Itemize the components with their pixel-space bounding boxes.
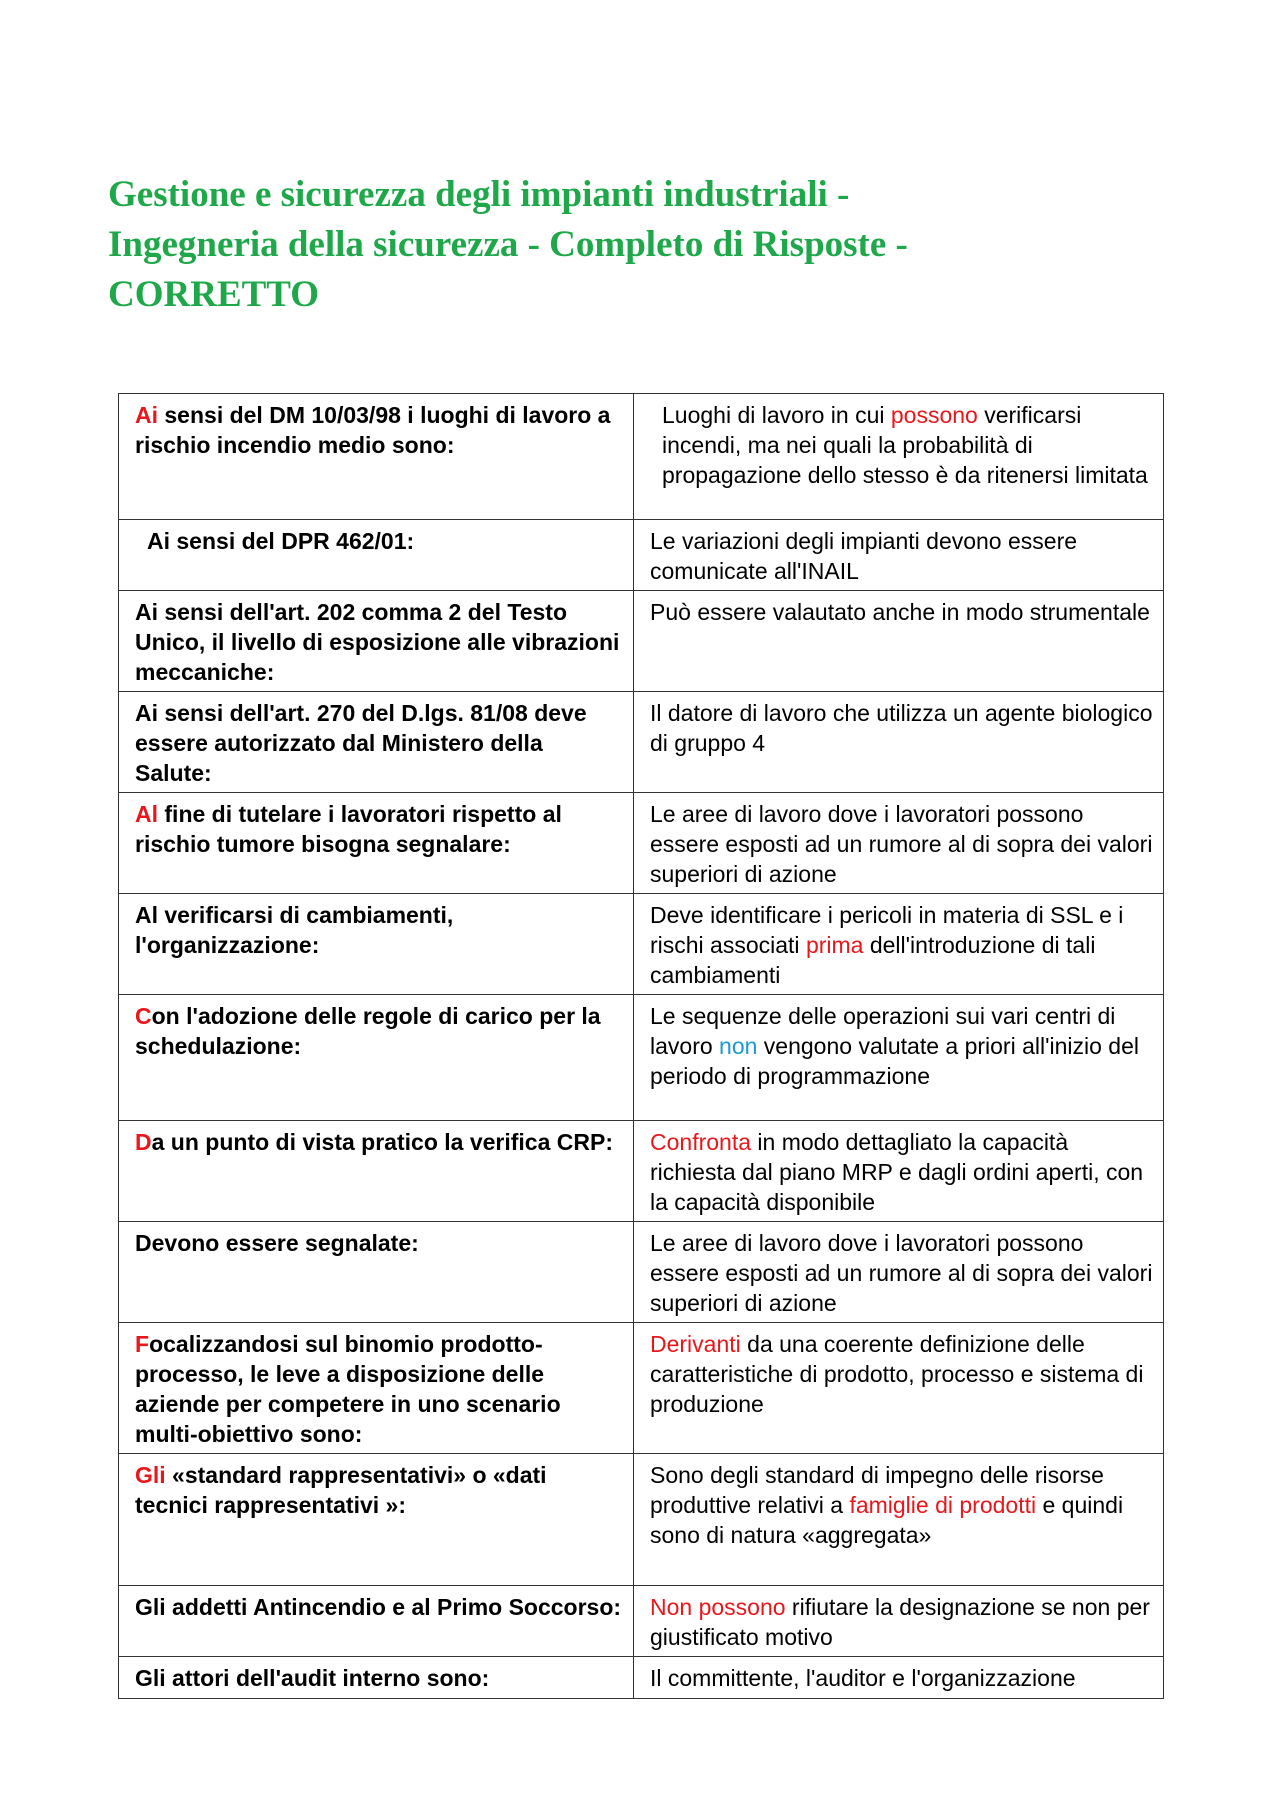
question-cell: Focalizzandosi sul binomio prodotto-processo, le leve a disposizione delle aziende per competere in uno scenario multi-obiettivo sono: — [119, 1323, 634, 1454]
title-line-3: CORRETTO — [108, 274, 320, 315]
table-row — [119, 520, 1164, 591]
table-row — [119, 591, 1164, 692]
question-cell: Ai sensi del DM 10/03/98 i luoghi di lavoro a rischio incendio medio sono: — [119, 394, 634, 520]
question-cell: Gli «standard rappresentativi» o «dati tecnici rappresentativi »: — [119, 1454, 634, 1586]
title-line-1: Gestione e sicurezza degli impianti industriali - — [108, 174, 850, 215]
answer-cell: Le aree di lavoro dove i lavoratori possono essere esposti ad un rumore al di sopra dei valori superiori di azione — [634, 1222, 1164, 1323]
question-cell: Ai sensi dell'art. 270 del D.lgs. 81/08 deve essere autorizzato dal Ministero della Salute: — [119, 692, 634, 793]
answer-cell: Può essere valautato anche in modo strumentale — [634, 591, 1164, 692]
table-row — [119, 1323, 1164, 1454]
table-row — [119, 793, 1164, 894]
table-row — [119, 1454, 1164, 1586]
table-row — [119, 394, 1164, 520]
table-row — [119, 1657, 1164, 1699]
answer-cell: Le aree di lavoro dove i lavoratori possono essere esposti ad un rumore al di sopra dei valori superiori di azione — [634, 793, 1164, 894]
table-row — [119, 1222, 1164, 1323]
question-cell: Al verificarsi di cambiamenti, l'organizzazione: — [119, 894, 634, 995]
question-cell: Da un punto di vista pratico la verifica CRP: — [119, 1121, 634, 1222]
question-cell: Ai sensi del DPR 462/01: — [119, 520, 634, 591]
question-cell: Ai sensi dell'art. 202 comma 2 del Testo Unico, il livello di esposizione alle vibrazioni meccaniche: — [119, 591, 634, 692]
answer-cell: Il committente, l'auditor e l'organizzazione — [634, 1657, 1164, 1699]
answer-cell: Deve identificare i pericoli in materia di SSL e i rischi associati prima dell'introduzione di tali cambiamenti — [634, 894, 1164, 995]
question-cell: Gli attori dell'audit interno sono: — [119, 1657, 634, 1699]
answer-cell: Luoghi di lavoro in cui possono verificarsi incendi, ma nei quali la probabilità di propagazione dello stesso è da ritenersi limitata — [634, 394, 1164, 520]
question-cell: Al fine di tutelare i lavoratori rispetto al rischio tumore bisogna segnalare: — [119, 793, 634, 894]
table-row — [119, 692, 1164, 793]
table-row — [119, 1586, 1164, 1657]
answer-cell: Non possono rifiutare la designazione se non per giustificato motivo — [634, 1586, 1164, 1657]
answer-cell: Confronta in modo dettagliato la capacità richiesta dal piano MRP e dagli ordini aperti, con la capacità disponibile — [634, 1121, 1164, 1222]
document-title — [108, 170, 1108, 320]
answer-cell: Le sequenze delle operazioni sui vari centri di lavoro non vengono valutate a priori all'inizio del periodo di programmazione — [634, 995, 1164, 1121]
answer-cell: Le variazioni degli impianti devono essere comunicate all'INAIL — [634, 520, 1164, 591]
question-cell: Devono essere segnalate: — [119, 1222, 634, 1323]
table-row — [119, 1121, 1164, 1222]
table-row — [119, 995, 1164, 1121]
title-line-2: Ingegneria della sicurezza - Completo di Risposte - — [108, 224, 908, 265]
table-row — [119, 894, 1164, 995]
answer-cell: Il datore di lavoro che utilizza un agente biologico di gruppo 4 — [634, 692, 1164, 793]
answer-cell: Sono degli standard di impegno delle risorse produttive relativi a famiglie di prodotti e quindi sono di natura «aggregata» — [634, 1454, 1164, 1586]
qa-table — [118, 393, 1164, 1699]
answer-cell: Derivanti da una coerente definizione delle caratteristiche di prodotto, processo e sistema di produzione — [634, 1323, 1164, 1454]
question-cell: Con l'adozione delle regole di carico per la schedulazione: — [119, 995, 634, 1121]
question-cell: Gli addetti Antincendio e al Primo Soccorso: — [119, 1586, 634, 1657]
